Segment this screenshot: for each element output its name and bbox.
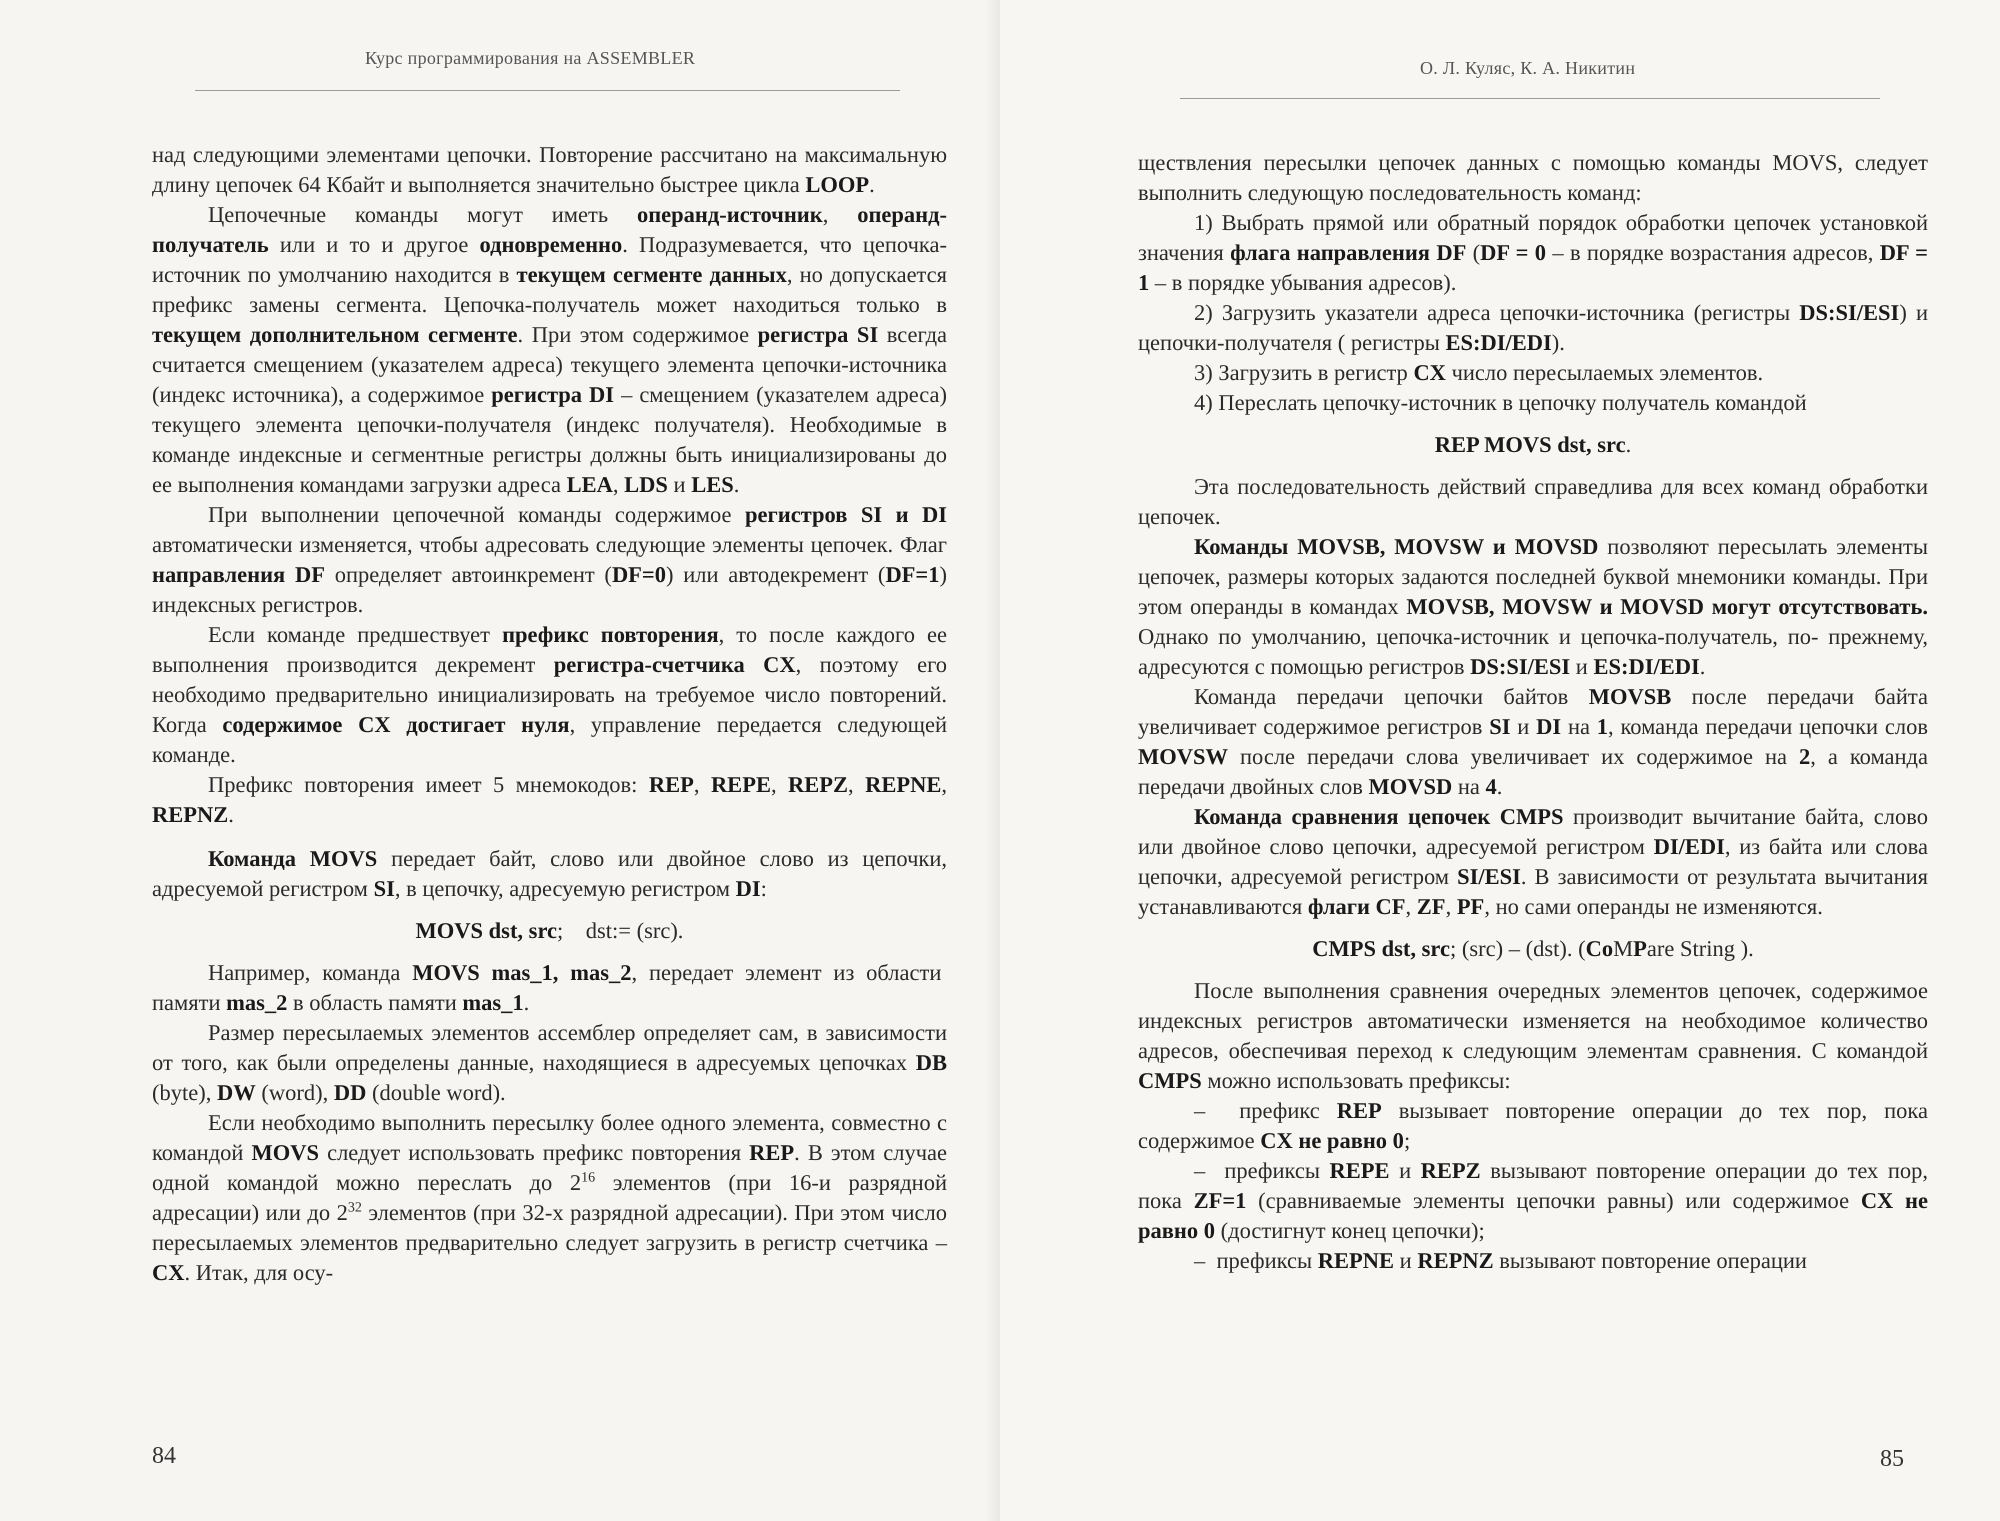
left-page-body [152, 140, 947, 1288]
paragraph: Размер пересылаемых элементов ассемблер определяет сам, в зависимости от того, как были определены данные, находящиеся в адресуемых цепочках DB (byte), DW (word), DD (double word). [152, 1020, 947, 1105]
paragraph: Эта последовательность действий справедлива для всех команд обработки цепочек. [1138, 474, 1928, 529]
header-rule-left [195, 90, 900, 91]
right-page-body [1138, 148, 1928, 1276]
page-number-left: 84 [152, 1443, 176, 1469]
paragraph: Если необходимо выполнить пересылку более одного элемента, совместно с командой MOVS следует использовать префикс повторения REP. В этом случае одной командой можно переслать до $2^{16}$ элементов (при 16-и разрядной адресации) или до $2^{32}$ элементов (при 32-х разрядной адресации). При этом число пересылаемых элементов предварительно следует загрузить в регистр счетчика – CX. Итак, для осу- [152, 1110, 948, 1285]
paragraph: Команды MOVSB, MOVSW и MOVSD позволяют пересылать элементы цепочек, размеры которых задаются последней буквой мнемоники команды. При этом операнды в командах MOVSB, MOVSW и MOVSD могут отсутствовать. Однако по умолчанию, цепочка-источник и цепочка-получатель, по- прежнему, адресуются с помощью регистров DS:SI/ESI и ES:DI/EDI. [1138, 534, 1929, 679]
formula: REP MOVS dst, src. [1434, 432, 1632, 457]
running-header-left: Курс программирования на ASSEMBLER [365, 48, 696, 68]
paragraph: 3) Загрузить в регистр CX число пересылаемых элементов. [1194, 360, 1764, 385]
right-page [1000, 0, 2000, 1521]
paragraph: над следующими элементами цепочки. Повторение рассчитано на максимальную длину цепочек 64 Кбайт и выполняется значительно быстрее цикла LOOP. [152, 142, 947, 197]
formula: CMPS dst, src; (src) – (dst). (CoMPare String ). [1312, 936, 1754, 961]
header-rule-right [1180, 98, 1880, 99]
running-header-right: О. Л. Куляс, К. А. Никитин [1420, 58, 1636, 78]
list-item: – префиксы REPE и REPZ вызывают повторение операции до тех пор, пока ZF=1 (сравниваемые элементы цепочки равны) или содержимое CX не равно 0 (достигнут конец цепочки); [1138, 1158, 1929, 1243]
paragraph: Команда сравнения цепочек CMPS производит вычитание байта, слово или двойное слово цепочки, адресуемой регистром DI/EDI, из байта или слова цепочки, адресуемой регистром SI/ESI. В зависимости от результата вычитания устанавливаются флаги CF, ZF, PF, но сами операнды не изменяются. [1138, 804, 1928, 919]
paragraph: 2) Загрузить указатели адреса цепочки-источника (регистры DS:SI/ESI) и цепочки-получателя ( регистры ES:DI/EDI). [1138, 300, 1928, 355]
paragraph: Префикс повторения имеет 5 мнемокодов: REP, REPE, REPZ, REPNE, REPNZ. [152, 772, 948, 827]
paragraph: Например, команда MOVS mas_1, mas_2, передает элемент из области памяти mas_2 в область памяти mas_1. [152, 960, 948, 1015]
paragraph: ществления пересылки цепочек данных с помощью команды MOVS, следует выполнить следующую последовательность команд: [1138, 150, 1928, 205]
paragraph: 4) Переслать цепочку-источник в цепочку получатель командой [1194, 390, 1807, 415]
paragraph: При выполнении цепочечной команды содержимое регистров SI и DI автоматически изменяется, чтобы адресовать следующие элементы цепочек. Флаг направления DF определяет автоинкремент (DF=0) или автодекремент (DF=1) индексных регистров. [152, 502, 948, 617]
paragraph: После выполнения сравнения очередных элементов цепочек, содержимое индексных регистров автоматически изменяется на необходимое количество адресов, обеспечивая переход к следующим элементам сравнения. С командой CMPS можно использовать префиксы: [1138, 978, 1928, 1093]
page-number-right: 85 [1880, 1446, 1904, 1472]
list-item: – префиксы REPNE и REPNZ вызывают повторение операции [1194, 1248, 1807, 1273]
paragraph: Команда MOVS передает байт, слово или двойное слово из цепочки, адресуемой регистром SI, в цепочку, адресуемую регистром DI: [152, 846, 947, 901]
formula: MOVS dst, src; dst:= (src). [415, 918, 684, 943]
paragraph: 1) Выбрать прямой или обратный порядок обработки цепочек установкой значения флага направления DF (DF = 0 – в порядке возрастания адресов, DF = 1 – в порядке убывания адресов). [1138, 210, 1928, 295]
paragraph: Команда передачи цепочки байтов MOVSB после передачи байта увеличивает содержимое регистров SI и DI на 1, команда передачи цепочки слов MOVSW после передачи слова увеличивает их содержимое на 2, а команда передачи двойных слов MOVSD на 4. [1138, 684, 1929, 799]
list-item: – префикс REP вызывает повторение операции до тех пор, пока содержимое CX не равно 0; [1138, 1098, 1929, 1153]
paragraph: Если команде предшествует префикс повторения, то после каждого ее выполнения производится декремент регистра-счетчика CX, поэтому его необходимо предварительно инициализировать на требуемое число повторений. Когда содержимое CX достигает нуля, управление передается следующей команде. [152, 622, 947, 767]
paragraph: Цепочечные команды могут иметь операнд-источник, операнд-получатель или и то и другое одновременно. Подразумевается, что цепочка-источник по умолчанию находится в текущем сегменте данных, но допускается префикс замены сегмента. Цепочка-получатель может находиться только в текущем дополнительном сегменте. При этом содержимое регистра SI всегда считается смещением (указателем адреса) текущего элемента цепочки-источника (индекс источника), а содержимое регистра DI – смещением (указателем адреса) текущего элемента цепочки-получателя (индекс получателя). Необходимые в команде индексные и сегментные регистры должны быть инициализированы до ее выполнения командами загрузки адреса LEA, LDS и LES. [152, 202, 948, 497]
